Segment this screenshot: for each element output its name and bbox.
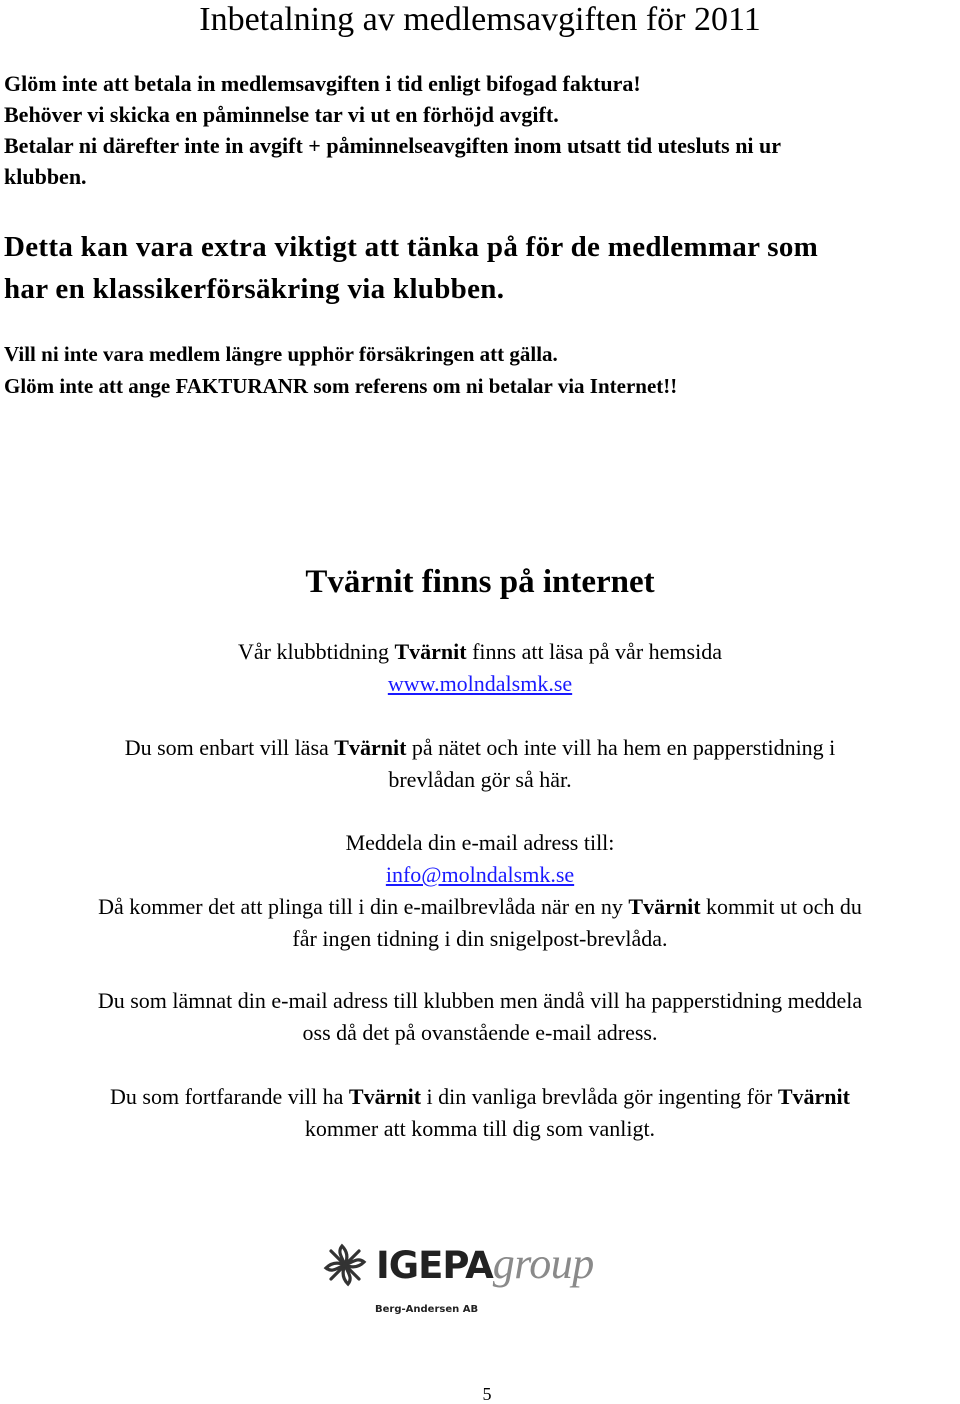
intro-line: Betalar ni därefter inte in avgift + påminnelseavgiften inom utsatt tid utesluts ni ur (4, 133, 782, 158)
magazine-name: Tvärnit (394, 639, 467, 664)
emphasis-line: har en klassikerförsäkring via klubben. (4, 273, 505, 305)
website-paragraph (0, 636, 960, 700)
membership-notice (4, 338, 960, 402)
emphasis-line: Detta kan vara extra viktigt att tänka på för de medlemmar som (4, 231, 819, 263)
email-result-after: kommit ut och du (700, 894, 862, 919)
email-result-line (0, 891, 960, 923)
digital-only-paragraph (0, 732, 960, 796)
digital-only-line-2: brevlådan gör så här. (388, 767, 572, 792)
paper-request-paragraph (0, 985, 960, 1049)
logo-suffix: group (492, 1239, 594, 1288)
intro-line: Behöver vi skicka en påminnelse tar vi ut en förhöjd avgift. (4, 102, 559, 127)
default-delivery-line (0, 1081, 960, 1113)
email-link[interactable]: info@molndalsmk.se (385, 862, 575, 887)
section-title: Tvärnit finns på internet (305, 564, 655, 600)
magazine-name: Tvärnit (777, 1084, 850, 1109)
website-link[interactable]: www.molndalsmk.se (387, 671, 573, 696)
logo-wordmark (376, 1238, 594, 1294)
page-title: Inbetalning av medlemsavgiften för 2011 (199, 1, 761, 38)
website-line (0, 636, 960, 668)
magazine-name: Tvärnit (348, 1084, 422, 1109)
default-text-part2: i din vanliga brevlåda gör ingenting för (421, 1084, 778, 1109)
igepa-logo (322, 1238, 622, 1328)
digital-only-line (0, 732, 960, 764)
intro-line: klubben. (4, 164, 87, 189)
default-delivery-line-2: kommer att komma till dig som vanligt. (304, 1116, 656, 1141)
insurance-emphasis (4, 226, 960, 310)
logo-brand: IGEPA (376, 1244, 493, 1287)
notice-line: Glöm inte att ange FAKTURANR som referens om ni betalar via Internet!! (4, 374, 678, 398)
paper-request-line: Du som lämnat din e-mail adress till klubben men ändå vill ha papperstidning meddela (97, 988, 863, 1013)
default-text-part1: Du som fortfarande vill ha (110, 1084, 349, 1109)
default-delivery-paragraph (0, 1081, 960, 1145)
logo-subtitle: Berg-Andersen AB (375, 1304, 479, 1315)
email-intro: Meddela din e-mail adress till: (345, 830, 615, 855)
email-result-before: Då kommer det att plinga till i din e-mailbrevlåda när en ny (98, 894, 629, 919)
email-result-line-2: får ingen tidning i din snigelpost-brevlåda. (292, 926, 668, 951)
website-text-before: Vår klubbtidning (238, 639, 395, 664)
website-text-after: finns att läsa på vår hemsida (466, 639, 722, 664)
magazine-name: Tvärnit (334, 735, 407, 760)
digital-text-after: på nätet och inte vill ha hem en papperstidning i (406, 735, 836, 760)
igepa-pinwheel-icon (322, 1242, 368, 1288)
paper-request-line: oss då det på ovanstående e-mail adress. (302, 1020, 658, 1045)
intro-line: Glöm inte att betala in medlemsavgiften i tid enligt bifogad faktura! (4, 71, 641, 96)
notice-line: Vill ni inte vara medlem längre upphör försäkringen att gälla. (4, 342, 558, 366)
email-paragraph (0, 827, 960, 955)
digital-text-before: Du som enbart vill läsa (124, 735, 335, 760)
page-number: 5 (482, 1384, 492, 1404)
magazine-name: Tvärnit (628, 894, 701, 919)
intro-paragraph (4, 68, 960, 192)
